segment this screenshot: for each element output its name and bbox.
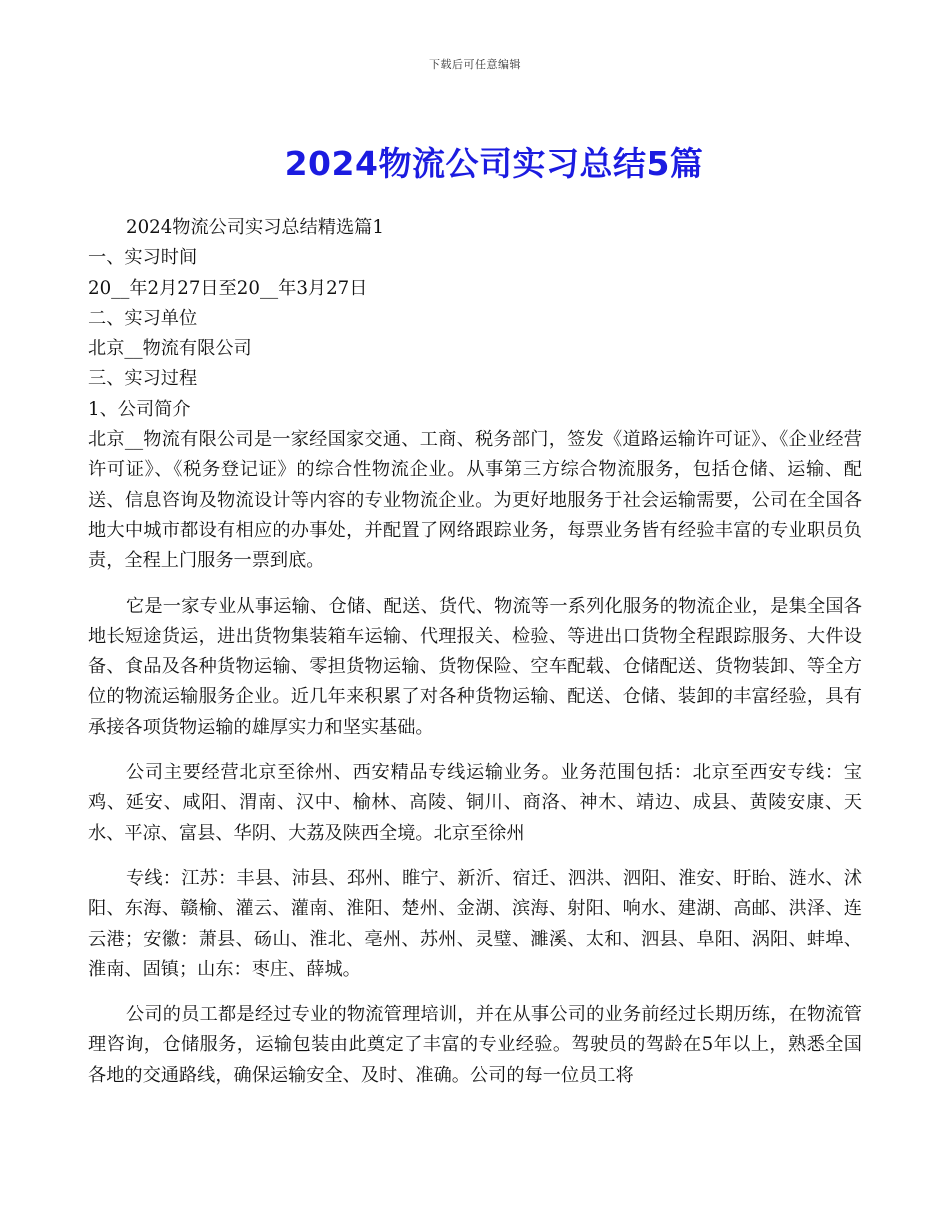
document-title: 2024物流公司实习总结5篇 xyxy=(284,144,704,183)
paragraph-services: 它是一家专业从事运输、仓储、配送、货代、物流等一系列化服务的物流企业，是集全国各地长短途货运，进出货物集装箱车运输、代理报关、检验、等进出口货物全程跟踪服务、大件设备、食品及各种货物运输、零担货物运输、货物保险、空车配载、仓储配送、货物装卸、等全方位的物流运输服务企业。近几年来积累了对各种货物运输、配送、仓储、装卸的丰富经验，具有承接各项货物运输的雄厚实力和坚实基础。 xyxy=(88,595,862,738)
company-name: 北京__物流有限公司 xyxy=(88,338,252,360)
heading-internship-process: 三、实习过程 xyxy=(88,368,198,390)
internship-dates: 20__年2月27日至20__年3月27日 xyxy=(88,277,368,299)
heading-internship-time: 一、实习时间 xyxy=(88,247,198,269)
document-body xyxy=(88,213,862,1091)
paragraph-company-intro: 北京__物流有限公司是一家经国家交通、工商、税务部门，签发《道路运输许可证》、《企业经营许可证》、《税务登记证》的综合性物流企业。从事第三方综合物流服务，包括仓储、运输、配送、信息咨询及物流设计等内容的专业物流企业。为更好地服务于社会运输需要，公司在全国各地大中城市都设有相应的办事处，并配置了网络跟踪业务，每票业务皆有经验丰富的专业职员负责，全程上门服务一票到底。 xyxy=(88,429,862,572)
paragraph-route-list: 专线：江苏：丰县、沛县、邳州、睢宁、新沂、宿迁、泗洪、泗阳、淮安、盱眙、涟水、沭阳、东海、赣榆、灌云、灌南、淮阳、楚州、金湖、滨海、射阳、响水、建湖、高邮、洪泽、连云港；安徽：萧县、砀山、淮北、亳州、苏州、灵璧、濉溪、太和、泗县、阜阳、涡阳、蚌埠、淮南、固镇；山东：枣庄、薛城。 xyxy=(88,867,862,980)
section-heading: 2024物流公司实习总结精选篇1 xyxy=(126,217,384,238)
paragraph-main-routes: 公司主要经营北京至徐州、西安精品专线运输业务。业务范围包括：北京至西安专线：宝鸡、延安、咸阳、渭南、汉中、榆林、高陵、铜川、商洛、神木、靖边、成县、黄陵安康、天水、平凉、富县、华阴、大荔及陕西全境。北京至徐州 xyxy=(88,762,862,844)
heading-internship-unit: 二、实习单位 xyxy=(88,307,198,329)
page-header-note: 下载后可任意编辑 xyxy=(429,58,521,71)
heading-company-intro: 1、公司简介 xyxy=(88,398,191,420)
paragraph-staff: 公司的员工都是经过专业的物流管理培训，并在从事公司的业务前经过长期历练，在物流管理咨询，仓储服务，运输包装由此奠定了丰富的专业经验。驾驶员的驾龄在5年以上，熟悉全国各地的交通路线，确保运输安全、及时、准确。公司的每一位员工将 xyxy=(88,1004,862,1086)
